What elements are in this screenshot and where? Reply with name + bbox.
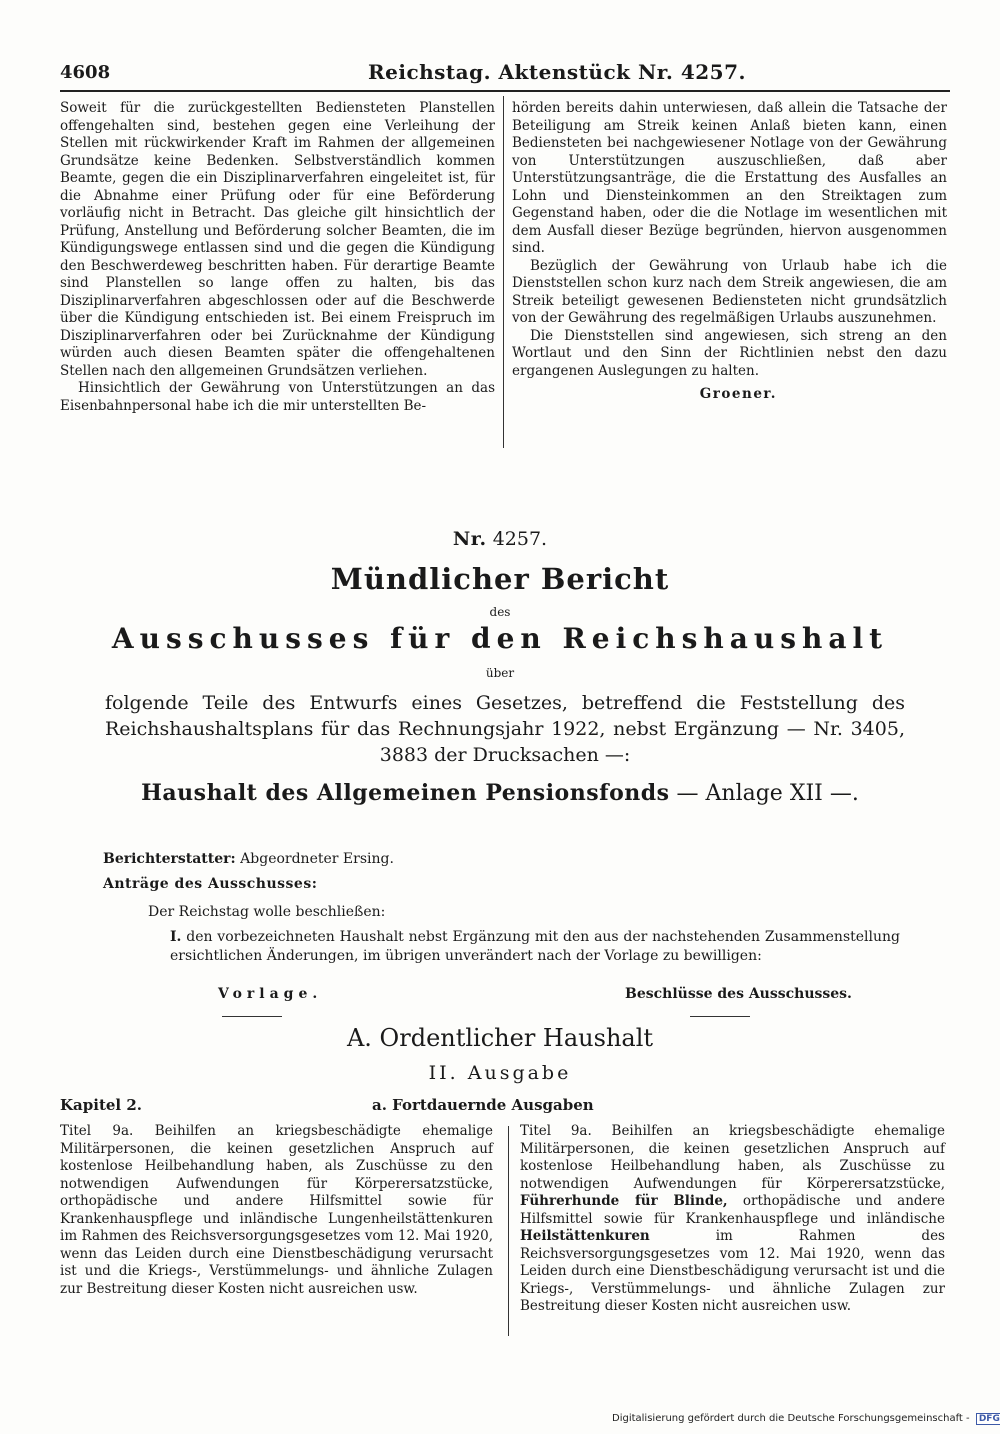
footer-text: Digitalisierung gefördert durch die Deutsche Forschungsgemeinschaft - <box>612 1413 970 1424</box>
section-ii-heading: II. Ausgabe <box>428 1062 572 1084</box>
column-divider <box>503 96 504 448</box>
reichstag-line: Der Reichstag wolle beschließen: <box>148 904 386 920</box>
number-value: 4257. <box>492 528 548 550</box>
text-run: orthopädische und andere Hilfsmittel sowie für Krankenhauspflege und inländische <box>520 1193 945 1227</box>
budget-title-bold: Haushalt des Allgemeinen Pensionsfonds <box>141 780 670 806</box>
berichterstatter <box>103 851 394 867</box>
paragraph: Die Dienststellen sind angewiesen, sich streng an den Wortlaut und den Sinn der Richtlinien nebst den dazu ergangenen Auslegungen zu halten. <box>512 327 947 379</box>
top-left-column <box>60 100 495 415</box>
antrag-item <box>170 928 900 966</box>
berichterstatter-value: Abgeordneter Ersing. <box>240 851 394 867</box>
changed-text: Führerhunde für Blinde, <box>520 1193 728 1209</box>
changed-text: Heilstättenkuren <box>520 1228 650 1244</box>
signature: Groener. <box>699 386 777 402</box>
paragraph: hörden bereits dahin unterwiesen, daß allein die Tatsache der Beteiligung am Streik keinen Anlaß bieten kann, einen Bediensteten bei nachgewiesener Notlage von der Gewährung von Unterstützungen auszuschließen, daß aber Unterstützungsanträge, die die Erstattung des Ausfalles an Lohn und Diensteinkommen an den Streiktagen zum Gegenstand haben, oder die die Notlage im wesentlichen mit dem Ausfall dieser Bezüge begründen, hiervon ausgenommen sind. <box>512 100 947 256</box>
dfg-logo: DFG <box>976 1413 1000 1425</box>
column-divider <box>508 1126 509 1336</box>
budget-title <box>100 780 900 806</box>
short-rule <box>690 1016 750 1017</box>
footer-credit <box>612 1413 1000 1425</box>
antraege-heading: Anträge des Ausschusses: <box>103 876 318 892</box>
header-rule <box>60 90 950 92</box>
short-rule <box>222 1016 282 1017</box>
paragraph: Soweit für die zurückgestellten Bediensteten Planstellen offengehalten sind, bestehen gegen eine Verleihung der Stellen mit rückwirkender Kraft im Rahmen der allgemeinen Grundsätze keine Bedenken. Selbstverständlich kommen Beamte, gegen die ein Disziplinarverfahren eingeleitet ist, für die Abnahme einer Prüfung oder für eine Beförderung vorläufig nicht in Betracht. Das gleiche gilt hinsichtlich der Prüfung, Anstellung und Beförderung solcher Beamten, die im Kündigungswege entlassen sind und die gegen die Kündigung den Beschwerdeweg beschritten haben. Für derartige Beamte sind Planstellen so lange offen zu halten, bis das Disziplinarverfahren abgeschlossen oder auf die Beschwerde über die Kündigung entschieden ist. Bei einem Freispruch im Disziplinarverfahren oder bei Zurücknahme der Kündigung würden auch diesen Beamten später die offengehaltenen Stellen nach den allgemeinen Grundsätzen verliehen. <box>60 100 495 379</box>
running-title: Reichstag. Aktenstück Nr. 4257. <box>368 60 746 84</box>
subject: folgende Teile des Entwurfs eines Gesetzes, betreffend die Feststellung des Reichshaushaltsplans für das Rechnungsjahr 1922, nebst Ergänzung — Nr. 3405, 3883 der Drucksachen —: <box>105 692 905 766</box>
title-line-1: Mündlicher Bericht <box>330 562 670 596</box>
title-9a-vorlage: Titel 9a. Beihilfen an kriegsbeschädigte ehemalige Militärpersonen, die keinen gesetzlichen Anspruch auf kostenlose Heilbehandlung haben, als Zuschüsse zu den notwendigen Aufwendungen für Körperersatzstücke, orthopädische und andere Hilfsmittel sowie für Krankenhauspflege und inländische Lungenheilstättenkuren im Rahmen des Reichsversorgungsgesetzes vom 12. Mai 1920, wenn das Leiden durch eine Dienstbeschädigung verursacht ist und die Kriegs-, Verstümmelungs- und ähnliche Zulagen zur Bestreitung dieser Kosten nicht ausreichen usw. <box>60 1123 493 1297</box>
paragraph: Bezüglich der Gewährung von Urlaub habe ich die Dienststellen schon kurz nach dem Streik angewiesen, die am Streik beteiligt gewesenen Bediensteten nicht grundsätzlich von der Gewährung des regelmäßigen Urlaubs auszunehmen. <box>512 257 947 326</box>
item-marker: I. <box>170 929 182 945</box>
fortdauernde-heading: a. Fortdauernde Ausgaben <box>372 1096 594 1114</box>
kapitel-heading: Kapitel 2. <box>60 1096 142 1114</box>
berichterstatter-label: Berichterstatter: <box>103 851 236 867</box>
beschluss-text <box>520 1123 945 1316</box>
text-run: Titel 9a. Beihilfen an kriegsbeschädigte ehemalige Militärpersonen, die keinen gesetzlichen Anspruch auf kostenlose Heilbehandlung haben, als Zuschüsse zu notwendigen Aufwendungen für Körperersatzstücke, <box>520 1123 945 1192</box>
top-right-column <box>512 100 947 404</box>
word-ueber: über <box>485 666 515 680</box>
item-text: den vorbezeichneten Haushalt nebst Ergänzung mit den aus der nachstehenden Zusammenstellung ersichtlichen Änderungen, im übrigen unverändert nach der Vorlage zu bewilligen: <box>170 929 900 964</box>
word-des: des <box>489 605 511 619</box>
vorlage-text <box>60 1123 493 1298</box>
number-label: Nr. <box>452 528 487 550</box>
section-a-heading: A. Ordentlicher Haushalt <box>346 1024 654 1052</box>
title-line-2: Ausschusses für den Reichshaushalt <box>111 622 889 655</box>
paragraph: Hinsichtlich der Gewährung von Unterstützungen an das Eisenbahnpersonal habe ich die mir unterstellten Be- <box>60 380 495 414</box>
text-run: im Rahmen des Reichsversorgungsgesetzes vom 12. Mai 1920, wenn das Leiden durch eine Dienstbeschädigung verursacht ist und die Kriegs-, Verstümmelungs- und ähnliche Zulagen zur Bestreitung dieser Kosten nicht ausreichen usw. <box>520 1228 945 1314</box>
vorlage-heading: Vorlage. <box>218 986 323 1002</box>
beschluesse-heading: Beschlüsse des Ausschusses. <box>625 986 852 1002</box>
page-number: 4608 <box>60 62 111 83</box>
title-9a-beschluss <box>520 1123 945 1316</box>
budget-title-rest: — Anlage XII —. <box>676 781 859 806</box>
document-number <box>100 528 900 550</box>
